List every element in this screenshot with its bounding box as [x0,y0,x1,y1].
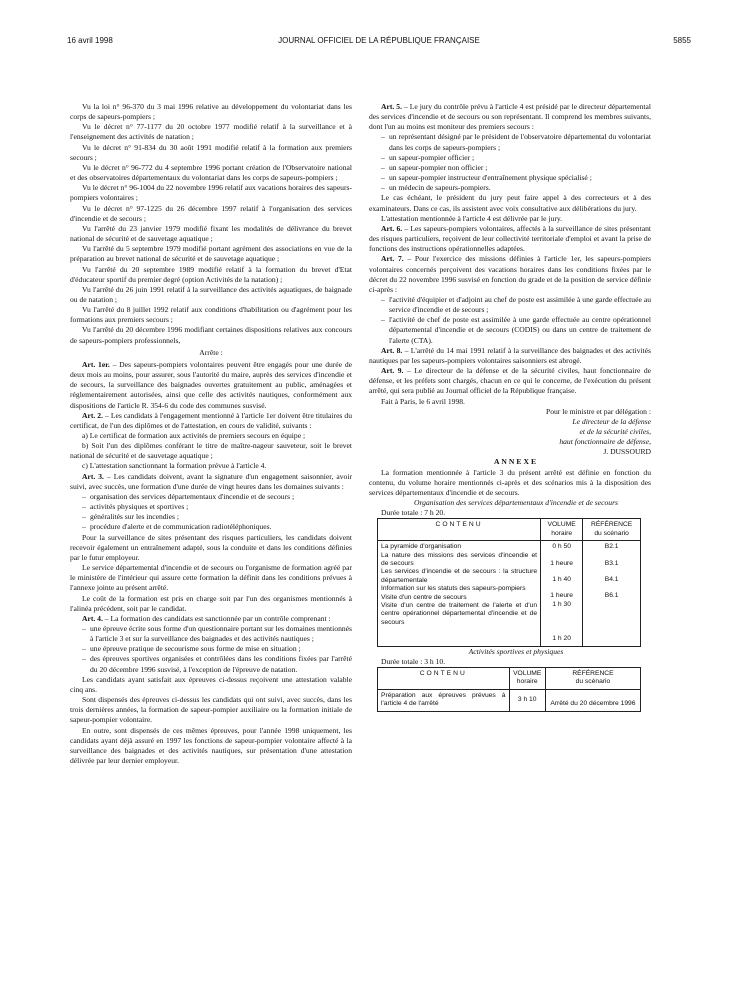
article-2-item-a: a) Le certificat de formation aux activités de premiers secours en équipe ; [82,431,306,440]
header-reference-sub: du scénario [594,529,629,537]
page-header [67,33,691,49]
signature-line: Le directeur de la défense [572,416,651,426]
article-3-text: – Les candidats doivent, avant la signature d'un engagement saisonnier, avoir suivi, avec succès, une formation d'une durée de vingt heures dans les domaines suivants : [70,471,352,491]
header-volume-sub: horaire [551,529,573,537]
header-volume [509,667,545,689]
list-item: – activités physiques et sportives ; [82,502,352,512]
article-3 [70,472,352,492]
row-contenu: La nature des missions des services d'incendie et de secours [381,551,538,568]
article-2-text: – Les candidats à l'engagement mentionné à l'article 1er doivent être titulaires du certificat, de l'un des diplômes et de l'attestation, en cours de validité, suivants : [70,410,352,430]
article-6 [369,224,651,254]
article-6-label: Art. 6. [381,223,403,233]
article-1-label: Art. 1er. [82,359,110,369]
left-column [70,102,352,766]
signatory-name: J. DUSSOURD [603,447,651,457]
header-reference [545,667,640,689]
row-reference: B4.1 [604,576,619,584]
article-5-list [369,132,651,193]
header-reference-sub: du scénario [575,678,611,686]
section-1-duration: Durée totale : 7 h 20. [381,508,446,518]
visa-paragraph: Vu la loi n° 96-370 du 3 mai 1996 relative au développement du volontariat dans les corps de sapeurs-pompiers ; [70,102,352,122]
signature-line: Pour le ministre et par délégation : [545,406,651,416]
list-item: – un sapeur-pompier non officier ; [381,163,651,173]
article-1-text: – Des sapeurs-pompiers volontaires peuvent être engagés pour une durée de deux mois au moins, pour assurer, sous l'autorité du maire, auprès des services d'incendie et de secours, la surveillance des baignades ouvertes gratuitement au public, aménagées et réglementairement autorisées, ainsi que celle des activités nautiques, conformément aux dispositions de l'article R. 354-6 du code des communes susvisé. [70,359,352,410]
table-row [378,541,641,646]
list-item: – un sapeur-pompier instructeur d'entraînement physique spécialisé ; [381,173,651,183]
row-reference: B2.1 [604,543,619,551]
article-4-paragraph: Sont dispensés des épreuves ci-dessus les candidats qui ont suivi, avec succès, dans les trois dernières années, la formation de sapeur-pompier auxiliaire ou la formation initiale de sapeur-pompier volontaire. [70,695,352,725]
article-5-paragraph: L'attestation mentionnée à l'article 4 est délivrée par le jury. [381,213,563,223]
article-5-paragraph: Le cas échéant, le président du jury peut faire appel à des correcteurs et à des examinateurs. Dans ce cas, ils assistent avec voix consultative aux délibérations du jury. [369,193,651,213]
article-3-label: Art. 3. [82,471,104,481]
article-2-label: Art. 2. [82,410,103,420]
section-1-title: Organisation des services départementaux d'incendie et de secours [413,498,618,508]
list-item: – un sapeur-pompier officier ; [381,153,651,163]
article-3-paragraph: Le service départemental d'incendie et de secours ou l'organisme de formation agréé par le ministère de l'intérieur qui assure cette formation la définit dans les conditions prévues à l'annexe jointe au présent arrêté. [70,563,352,593]
article-4-paragraph: Les candidats ayant satisfait aux épreuves ci-dessus reçoivent une attestation valable cinq ans. [70,674,352,694]
article-3-paragraph: Le coût de la formation est pris en charge soit par l'un des organismes mentionnés à l'alinéa précédent, soit par le candidat. [70,593,352,613]
cell-volume: 3 h 10 [509,689,545,711]
visa-paragraph: Vu le décret n° 96-1004 du 22 novembre 1996 relatif aux vacations horaires des sapeurs-pompiers volontaires ; [70,183,352,203]
row-volume: 1 h 40 [552,576,571,584]
section-2-title: Activités sportives et physiques [468,646,564,656]
article-9-label: Art. 9. [381,366,404,376]
article-7 [369,254,651,295]
visa-paragraph: Vu l'arrêté du 20 septembre 1989 modifié relatif à la formation du brevet d'Etat d'éducateur sportif du premier degré (option Activités de la natation) ; [70,264,352,284]
header-date: 16 avril 1998 [67,36,113,45]
right-column [369,102,651,712]
signature-line: haut fonctionnaire de défense, [559,437,651,447]
row-contenu: Les services d'incendie et de secours : la structure départementale [381,568,538,584]
list-item: – l'activité de chef de poste est assimilée à une garde effectuée au centre opérationnel départemental d'incendie et de secours (CODIS) ou dans un centre de traitement de l'alerte (CTA). [381,315,651,345]
list-item: – un médecin de sapeurs-pompiers. [381,183,651,193]
cell-reference: Arrêté du 20 décembre 1996 [545,689,640,711]
table-organisation [377,518,641,646]
signature-block [369,407,651,458]
visa-paragraph: Vu le décret n° 91-834 du 30 août 1991 modifié relatif à la formation aux premiers secours ; [70,142,352,162]
article-2-item-c: c) L'attestation sanctionnant la formation prévue à l'article 4. [82,461,267,471]
visa-paragraph: Vu l'arrêté du 20 décembre 1996 modifiant certaines dispositions relatives aux concours de sapeurs-pompiers professionnels, [70,325,352,345]
visa-paragraph: Vu le décret n° 77-1177 du 20 octobre 1977 modifié relatif à la surveillance et à l'enseignement des activités de natation ; [70,122,352,142]
list-item: – généralités sur les incendies ; [82,512,352,522]
list-item: – procédure d'alerte et de communication radiotéléphoniques. [82,522,352,532]
article-4-paragraph: En outre, sont dispensés de ces mêmes épreuves, pour l'année 1998 uniquement, les candidats ayant déjà assuré en 1997 les fonctions de sapeur-pompier volontaire affecté à la surveillance des baignades et des activités nautiques, sur présentation d'une attestation délivrée par leur dernier employeur. [70,725,352,765]
row-volume: 1 h 30 [552,600,571,608]
row-volume: 1 heure [550,559,573,567]
annexe-intro: La formation mentionnée à l'article 3 du présent arrêté est définie en fonction du contenu, du volume horaire mentionnés ci-après et des scénarios mis à la disposition des services départementaux d'incendie et de secours. [369,467,651,497]
fait-a-paris: Fait à Paris, le 6 avril 1998. [381,396,465,406]
annexe-title: ANNEXE [493,457,539,467]
article-9-text: – Le directeur de la défense et de la sécurité civiles, haut fonctionnaire de défense, et les préfets sont chargés, chacun en ce qui le concerne, de l'exécution du présent arrêté, qui sera publié au Journal officiel de la République française. [369,366,651,396]
visa-paragraph: Vu l'arrêté du 26 juin 1991 relatif à la surveillance des activités aquatiques, de baignade ou de natation ; [70,284,352,304]
article-5-label: Art. 5. [381,102,402,111]
list-item: – une épreuve écrite sous forme d'un questionnaire portant sur les domaines mentionnés à l'article 3 et sur la surveillance des baignades et des activités nautiques ; [82,624,352,644]
article-2-item-b: b) Soit l'un des diplômes conférant le titre de maître-nageur sauveteur, soit le brevet national de sécurité et de sauvetage aquatique ; [70,441,352,461]
article-3-list [70,492,352,533]
visa-paragraph: Vu le décret n° 97-1225 du 26 décembre 1997 relatif à l'organisation des services d'incendie et de secours ; [70,203,352,223]
cell-contenu [378,541,541,646]
row-volume: 0 h 50 [552,543,571,551]
list-item: – des épreuves sportives organisées et contrôlées dans les conditions fixées par l'arrêté du 20 décembre 1996 susvisé, à l'exception de l'épreuve de natation. [82,654,352,674]
header-reference-label: RÉFÉRENCE [572,669,614,677]
header-reference-label: RÉFÉRENCE [590,521,633,529]
table-header-row [378,519,641,541]
header-contenu: CONTENU [378,667,510,689]
header-volume-label: VOLUME [513,669,542,677]
row-reference: B3.1 [604,559,619,567]
list-item: – l'activité d'équipier et d'adjoint au chef de poste est assimilée à une garde effectuée au service d'incendie et de secours ; [381,295,651,315]
signature-line: et de la sécurité civiles, [579,427,651,436]
row-reference: B6.1 [604,592,619,600]
article-4-list [70,624,352,675]
list-item: – un représentant désigné par le président de l'observatoire départemental du volontariat dans les corps de sapeurs-pompiers ; [381,132,651,152]
article-4-label: Art. 4. [82,613,103,623]
header-reference [583,519,641,541]
page-number: 5855 [673,36,691,45]
cell-contenu: Préparation aux épreuves prévues à l'article 4 de l'arrêté [378,689,510,711]
visas-list [70,102,352,346]
article-5 [369,102,651,132]
article-3-paragraph: Pour la surveillance de sites présentant des risques particuliers, les candidats doivent recevoir également un entraînement adapté, sous la conduite et dans les conditions définies par le futur employeur. [70,532,352,562]
visa-paragraph: Vu le décret n° 96-772 du 4 septembre 1996 portant création de l'Observatoire national et des observatoires départementaux du volontariat dans les corps de sapeurs-pompiers ; [70,162,352,183]
article-1 [70,360,352,411]
row-volume: 1 heure [550,592,573,600]
article-2 [70,411,352,431]
row-volume: 1 h 20 [552,635,571,643]
row-contenu: Visite d'un centre de secours [381,593,467,601]
row-contenu: Information sur les statuts des sapeurs-pompiers [381,585,526,593]
article-9 [369,366,651,396]
cell-volume [541,541,583,646]
article-7-list [369,295,651,346]
row-contenu: Visite d'un centre de traitement de l'alerte et d'un centre opérationnel départemental d'incendie et de secours [381,602,538,626]
header-contenu: CONTENU [378,519,541,541]
article-6-text: – Les sapeurs-pompiers volontaires, affectés à la surveillance de sites présentant des risques particuliers, reçoivent de leur collectivité territoriale d'emploi et avant la prise de fonctions des instructions opérationnelles adaptées. [369,223,651,254]
visa-paragraph: Vu l'arrêté du 23 janvier 1979 modifié fixant les modalités de délivrance du brevet national de sécurité et de sauvetage aquatique ; [70,223,352,244]
article-8 [369,346,651,366]
article-4 [70,614,352,624]
article-8-text: – L'arrêté du 14 mai 1991 relatif à la surveillance des baignades et des activités nautiques par les sapeurs-pompiers volontaires saisonniers est abrogé. [369,345,651,365]
article-4-text: – La formation des candidats est sanctionnée par un contrôle comprenant : [102,613,331,623]
header-volume-sub: horaire [516,678,538,686]
article-5-text: – Le jury du contrôle prévu à l'article 4 est présidé par le directeur départemental des services d'incendie et de secours ou son représentant. Il comprend les membres suivants, dont l'un au moins est moniteur des premiers secours : [369,102,651,132]
article-7-text: – Pour l'exercice des missions définies à l'article 1er, les sapeurs-pompiers volontaires concernés perçoivent des vacations horaires dans les conditions fixées par le décret du 22 novembre 1996 susvisé en fonction du grade et de la position de service définie ci-après : [369,254,651,294]
article-7-label: Art. 7. [381,254,404,264]
section-2-duration: Durée totale : 3 h 10. [381,656,446,666]
arrete-heading: Arrête : [199,347,223,357]
cell-reference [583,541,641,646]
header-volume-label: VOLUME [547,521,576,529]
header-volume [541,519,583,541]
list-item: – organisation des services départementaux d'incendie et de secours ; [82,492,352,502]
visa-paragraph: Vu l'arrêté du 8 juillet 1992 relatif aux conditions d'habilitation ou d'agrément pour les formations aux premiers secours ; [70,305,352,325]
list-item: – une épreuve pratique de secourisme sous forme de mise en situation ; [82,644,352,654]
row-contenu: La pyramide d'organisation [381,543,462,551]
visa-paragraph: Vu l'arrêté du 5 septembre 1979 modifié portant agrément des associations en vue de la préparation au brevet national de sécurité et de sauvetage aquatique ; [70,244,352,264]
table-activites [377,667,641,712]
article-8-label: Art. 8. [381,345,403,355]
journal-title: JOURNAL OFFICIEL DE LA RÉPUBLIQUE FRANÇAISE [278,36,480,45]
table-row [378,689,641,711]
table-header-row [378,667,641,689]
